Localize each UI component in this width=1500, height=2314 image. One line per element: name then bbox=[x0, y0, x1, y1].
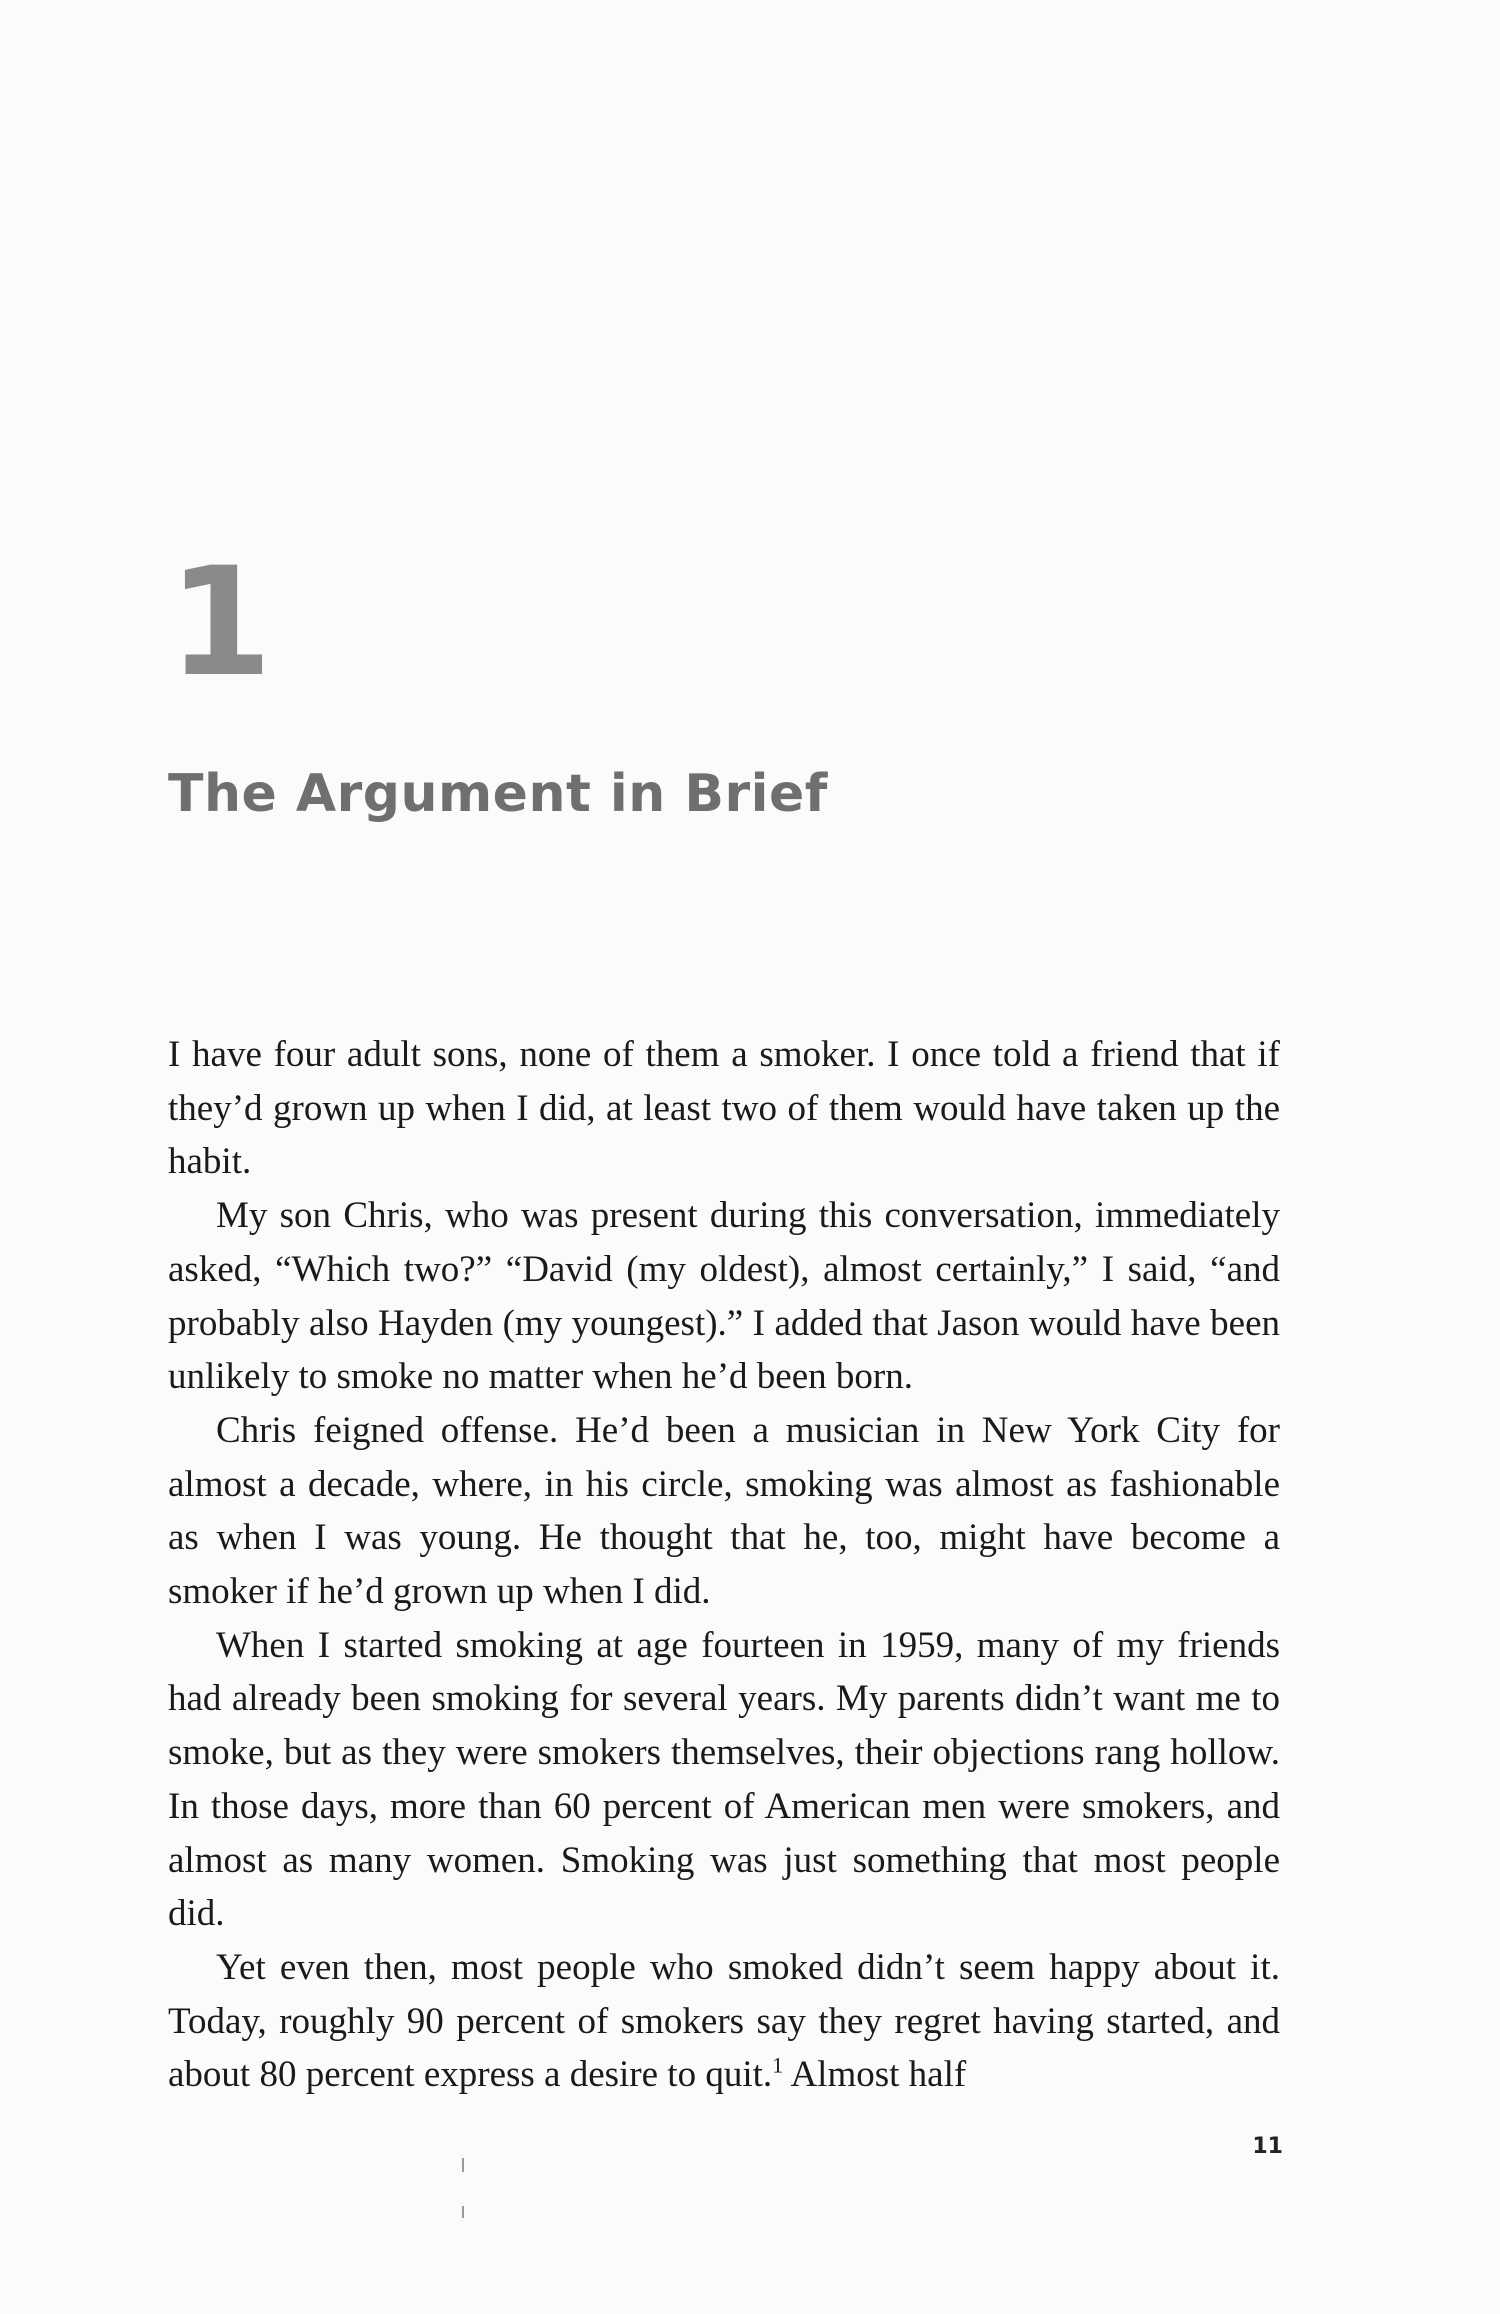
paragraph bbox=[168, 1619, 1280, 1941]
paragraph-text: Chris feigned offense. He’d been a musician in New York City for almost a decade, where, in his circle, smoking was almost as fashionable as when I was young. He thought that he, too, might have become a smoker if he’d grown up when I did. bbox=[168, 1409, 1280, 1613]
footnote-reference[interactable]: 1 bbox=[772, 2053, 784, 2079]
paragraph bbox=[168, 1941, 1280, 2102]
paragraph-text: My son Chris, who was present during this conversation, immediately asked, “Which two?” “David (my oldest), almost certainly,” I said, “and probably also Hayden (my youngest).” I added that Jason would have been unlikely to smoke no matter when he’d been born. bbox=[168, 1195, 1280, 1398]
paragraph-text: I have four adult sons, none of them a smoker. I once told a friend that if they’d grown up when I did, at least two of them would have taken up the habit. bbox=[168, 1034, 1280, 1183]
chapter-number: 1 bbox=[168, 536, 273, 710]
paragraph bbox=[168, 1028, 1280, 1189]
paragraph bbox=[168, 1189, 1280, 1404]
body-text bbox=[168, 1028, 1280, 2102]
page-number: 11 bbox=[1252, 2134, 1283, 2159]
paragraph-text: Yet even then, most people who smoked didn’t seem happy about it. Today, roughly 90 percent of smokers say they regret having started, and about 80 percent express a desire to quit. bbox=[168, 1946, 1280, 2096]
paragraph-text-continuation: Almost half bbox=[783, 2054, 967, 2096]
scan-artifact-mark bbox=[462, 2158, 464, 2172]
scan-artifact-mark bbox=[462, 2206, 464, 2218]
chapter-title: The Argument in Brief bbox=[168, 764, 828, 824]
paragraph-text: When I started smoking at age fourteen in 1959, many of my friends had already been smoking for several years. My parents didn’t want me to smoke, but as they were smokers themselves, their objections rang hollow. In those days, more than 60 percent of American men were smokers, and almost as many women. Smoking was just something that most people did. bbox=[168, 1624, 1280, 1935]
paragraph bbox=[168, 1404, 1280, 1619]
